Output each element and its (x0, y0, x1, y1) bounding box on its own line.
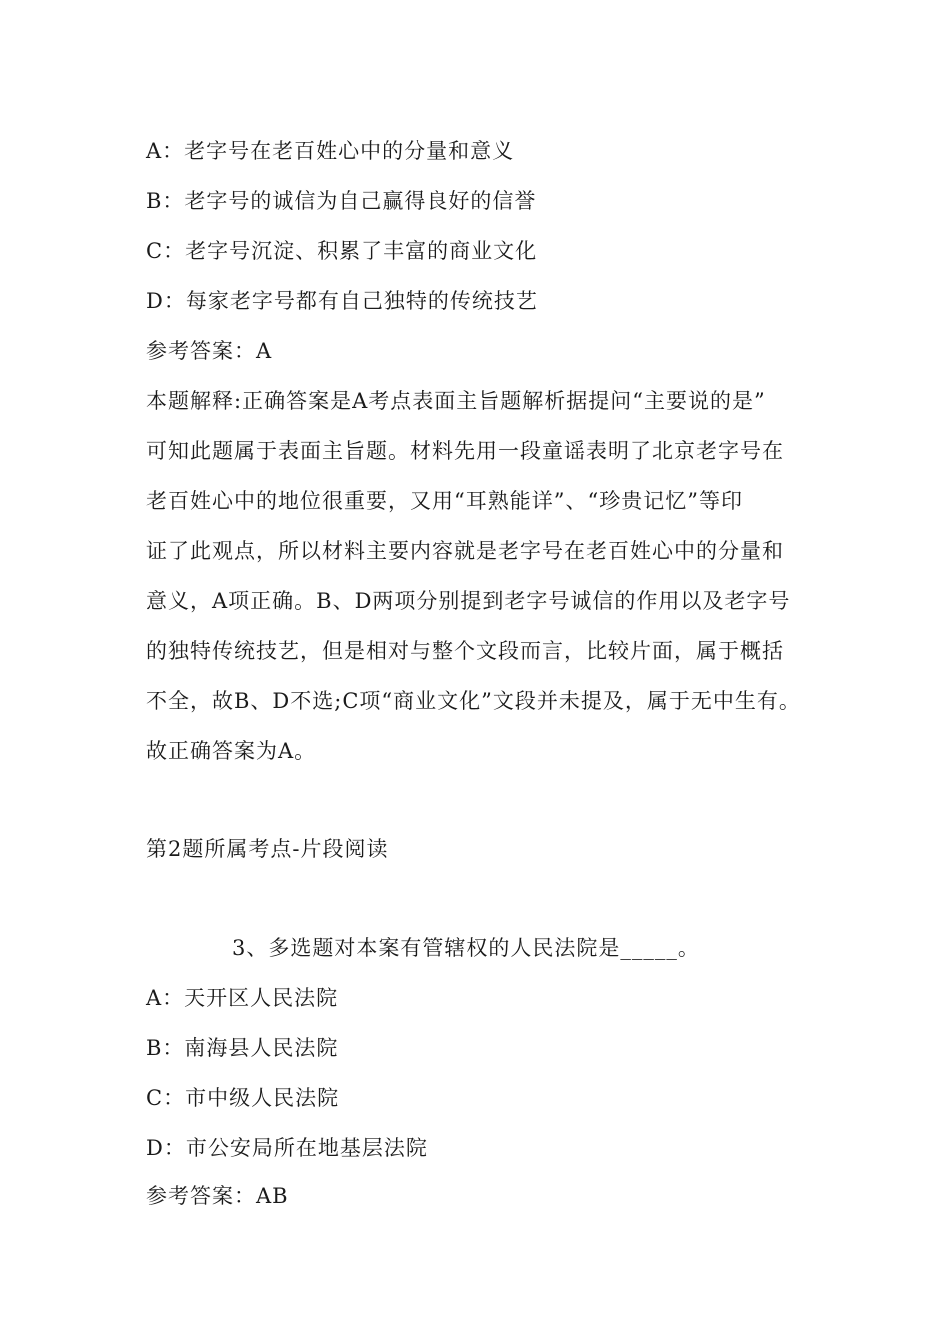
explanation-line: 意义，A项正确。B、D两项分别提到老字号诚信的作用以及老字号 (146, 589, 791, 613)
option-b: B：老字号的诚信为自己赢得良好的信誉 (146, 189, 537, 213)
option-c: C：老字号沉淀、积累了丰富的商业文化 (146, 239, 538, 263)
explanation-line: 的独特传统技艺，但是相对与整个文段而言，比较片面，属于概括 (146, 639, 784, 663)
option-a: A：天开区人民法院 (146, 986, 339, 1010)
topic-line: 第2题所属考点-片段阅读 (146, 837, 389, 861)
option-d: D：每家老字号都有自己独特的传统技艺 (146, 289, 538, 313)
answer-line: 参考答案：A (146, 339, 273, 363)
explanation-line: 可知此题属于表面主旨题。材料先用一段童谣表明了北京老字号在 (146, 439, 784, 463)
option-d: D：市公安局所在地基层法院 (146, 1136, 428, 1160)
explanation-line: 证了此观点，所以材料主要内容就是老字号在老百姓心中的分量和 (146, 539, 784, 563)
explanation-line: 本题解释:正确答案是A考点表面主旨题解析据提问“主要说的是” (146, 389, 766, 413)
explanation-line: 老百姓心中的地位很重要，又用“耳熟能详”、“珍贵记忆”等印 (146, 489, 743, 513)
option-b: B：南海县人民法院 (146, 1036, 339, 1060)
option-c: C：市中级人民法院 (146, 1086, 340, 1110)
explanation-line: 不全，故B、D不选;C项“商业文化”文段并未提及，属于无中生有。 (146, 689, 801, 713)
explanation-line: 故正确答案为A。 (146, 739, 317, 763)
answer-line: 参考答案：AB (146, 1184, 289, 1208)
question-stem: 3、多选题对本案有管辖权的人民法院是_____。 (232, 936, 700, 960)
option-a: A：老字号在老百姓心中的分量和意义 (146, 139, 515, 163)
